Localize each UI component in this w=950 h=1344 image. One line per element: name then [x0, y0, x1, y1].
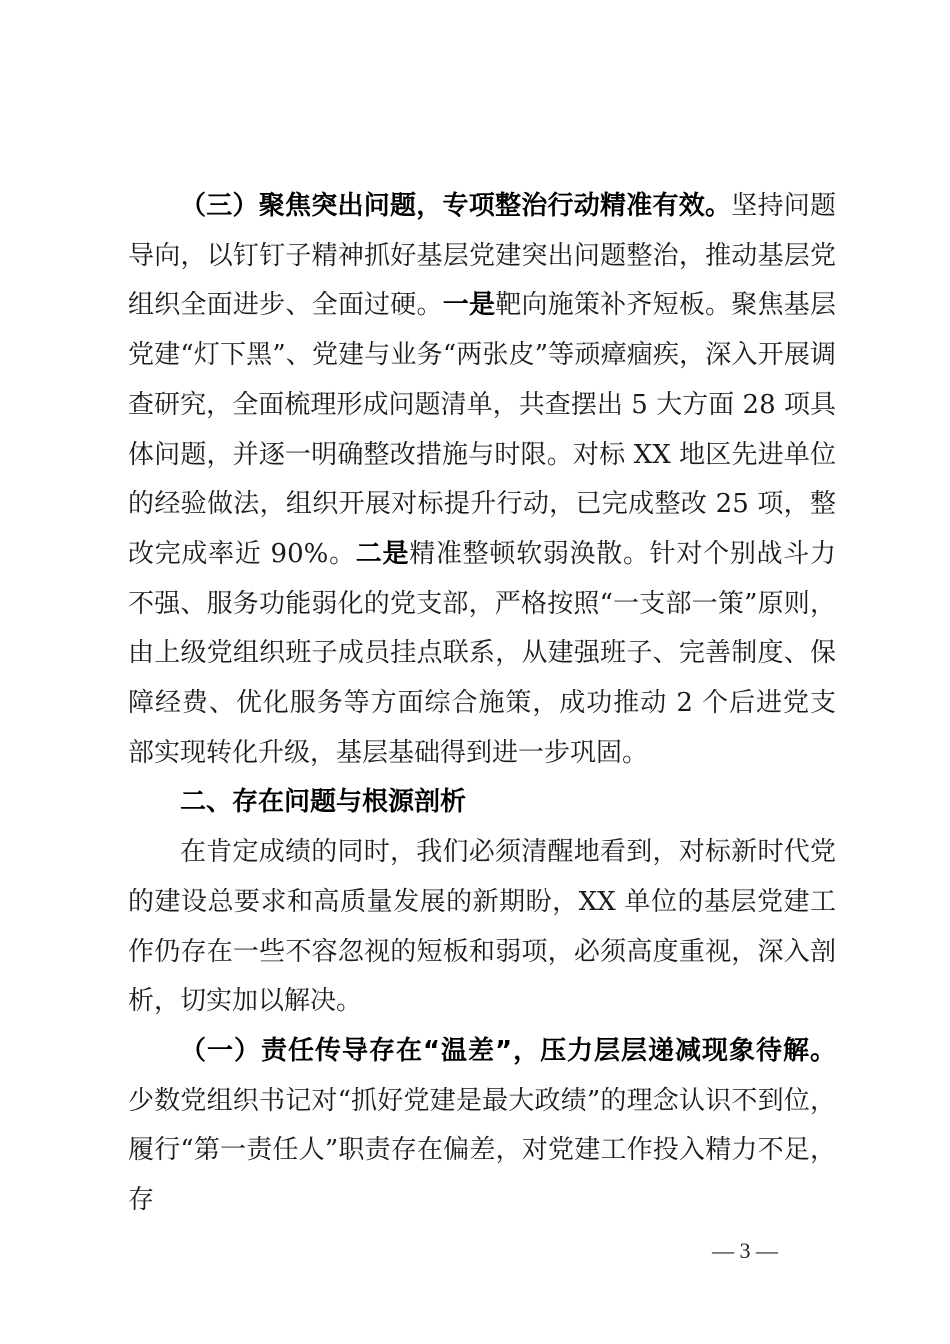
issue-1-text: 少数党组织书记对“抓好党建是最大政绩”的理念认识不到位，履行“第一责任人”职责存在偏差，对党建工作投入精力不足，存	[128, 1085, 836, 1216]
page-number: — 3 —	[712, 1238, 778, 1263]
section-3-text-1: 坚持问题导向，以钉钉子精神抓好基层党建突出问题整治，推动基层党组织全面进步、全面过硬。	[128, 191, 836, 321]
document-body	[128, 182, 836, 1226]
section-3-label-2: 二是	[355, 538, 410, 569]
paragraph-issue-1	[128, 1027, 836, 1226]
part-2-intro: 在肯定成绩的同时，我们必须清醒地看到，对标新时代党的建设总要求和高质量发展的新期盼，XX 单位的基层党建工作仍存在一些不容忽视的短板和弱项，必须高度重视，深入剖析，切实加以解决。	[128, 837, 836, 1017]
section-3-text-3: 精准整顿软弱涣散。针对个别战斗力不强、服务功能弱化的党支部，严格按照“一支部一策”原则，由上级党组织班子成员挂点联系，从建强班子、完善制度、保障经费、优化服务等方面综合施策，成功推动 2 个后进党支部实现转化升级，基层基础得到进一步巩固。	[128, 538, 836, 768]
issue-1-heading: （一）责任传导存在“温差”，压力层层递减现象待解。	[180, 1035, 836, 1066]
section-3-text-2: 靶向施策补齐短板。聚焦基层党建“灯下黑”、党建与业务“两张皮”等顽瘴痼疾，深入开展调查研究，全面梳理形成问题清单，共查摆出 5 大方面 28 项具体问题，并逐一明确整改措施与时限。对标 XX 地区先进单位的经验做法，组织开展对标提升行动，已完成整改 25 项，整改完成率近 90%。	[128, 290, 836, 569]
part-2-heading: 二、存在问题与根源剖析	[180, 787, 467, 818]
paragraph-section-3	[128, 182, 836, 778]
section-3-heading: （三）聚焦突出问题，专项整治行动精准有效。	[180, 191, 732, 221]
section-3-label-1: 一是	[442, 290, 496, 321]
